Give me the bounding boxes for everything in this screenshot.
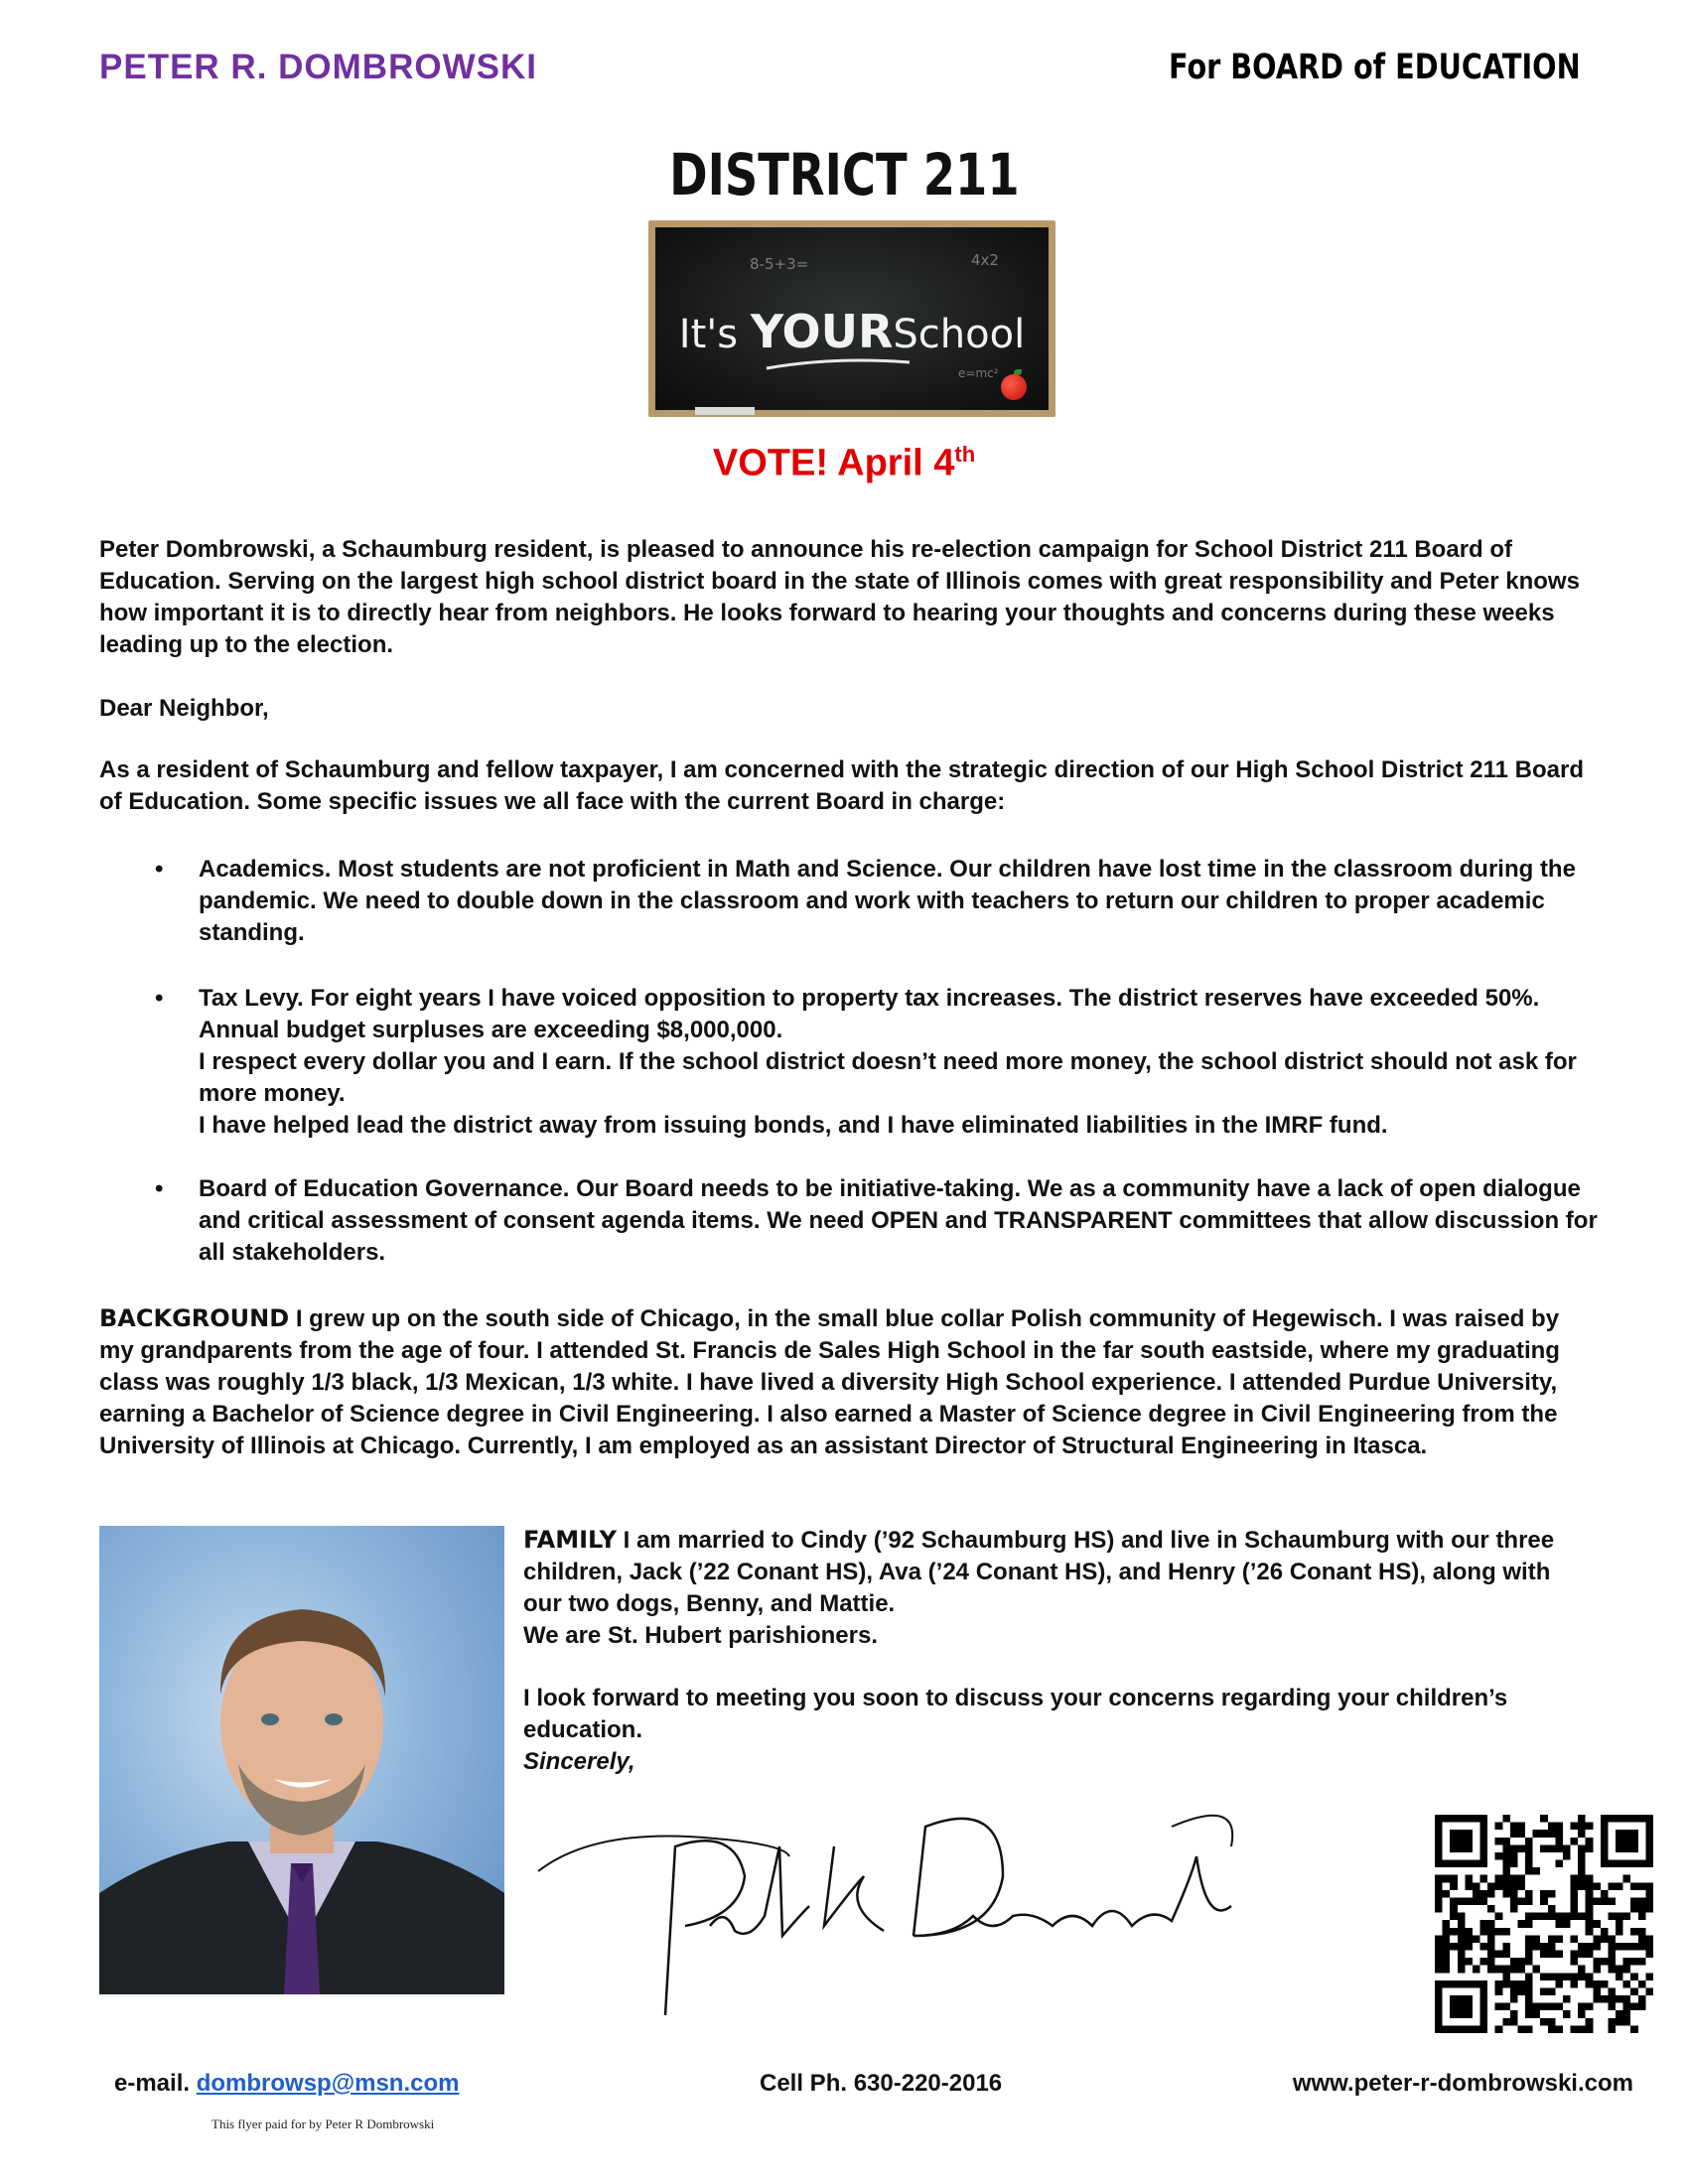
bullet-line: Academics. Most students are not proficient in Math and Science. Our children have lost time in the classroom during the pandemic. We need to double down in the classroom and work with teachers to return our children to proper academic standing.: [199, 856, 1576, 946]
district-heading-text: DISTRICT 211: [668, 141, 1020, 208]
office-title: For BOARD of EDUCATION: [1169, 48, 1581, 87]
vote-superscript: th: [954, 442, 976, 467]
chalk-underline: [765, 354, 914, 374]
closing-paragraph: I look forward to meeting you soon to discuss your concerns regarding your children’s education.: [523, 1685, 1508, 1743]
qr-code[interactable]: [1435, 1815, 1653, 2033]
footer-email-block: [114, 2070, 459, 2098]
bullet-line: I have helped lead the district away from issuing bonds, and I have eliminated liabilities in the IMRF fund.: [199, 1112, 1388, 1139]
apple-icon: [1001, 374, 1027, 400]
family-label: FAMILY: [523, 1526, 617, 1554]
footer-email-label: e-mail.: [114, 2070, 191, 2097]
district-heading: [0, 141, 1688, 208]
bullet-dot: •: [155, 985, 164, 1012]
bullet-line: Board of Education Governance. Our Board needs to be initiative-taking. We as a community have a lack of open dialogue and critical assessment of consent agenda items. We need OPEN and TRANSPARENT committees that allow discussion for all stakeholders.: [199, 1175, 1598, 1266]
bullet-dot: •: [155, 856, 164, 883]
bullet-text: [199, 983, 1609, 1142]
email-link[interactable]: dombrowsp@msn.com: [196, 2070, 460, 2097]
concern-paragraph: As a resident of Schaumburg and fellow taxpayer, I am concerned with the strategic direction of our High School District 211 Board of Education. Some specific issues we all face with the current Board in charge:: [99, 756, 1584, 815]
candidate-photo: [99, 1526, 504, 1994]
bullet-text: [199, 1173, 1609, 1269]
background-paragraph: [99, 1302, 1599, 1462]
family-parish: We are St. Hubert parishioners.: [523, 1622, 878, 1649]
intro-paragraph: Peter Dombrowski, a Schaumburg resident, is pleased to announce his re-election campaign for School District 211 Board of Education. Serving on the largest high school district board in the state of Illinois comes with great responsibility and Peter knows how important it is to directly hear from neighbors. He looks forward to hearing your thoughts and concerns during these weeks leading up to the election.: [99, 536, 1580, 658]
family-paragraph: [523, 1524, 1566, 1652]
paid-for-disclaimer: This flyer paid for by Peter R Dombrowski: [211, 2116, 435, 2131]
slogan-suffix: School: [893, 312, 1026, 357]
chalkboard-surface: [655, 227, 1049, 410]
background-text: I grew up on the south side of Chicago, in the small blue collar Polish community of Hegewisch. I was raised by my grandparents from the age of four. I attended St. Francis de Sales High School in the far south eastside, where my graduating class was roughly 1/3 black, 1/3 Mexican, 1/3 white. I have lived a diversity High School experience. I attended Purdue University, earning a Bachelor of Science degree in Civil Engineering. I also earned a Master of Science degree in Civil Engineering from the University of Illinois at Chicago. Currently, I am employed as an assistant Director of Structural Engineering in Itasca.: [99, 1305, 1560, 1459]
chalk-note-multiply: 4x2: [971, 251, 999, 269]
website-link[interactable]: www.peter-r-dombrowski.com: [1292, 2070, 1633, 2097]
vote-date: [0, 442, 1688, 485]
salutation: Dear Neighbor,: [99, 695, 269, 722]
chalk-note-equation: 8-5+3=: [750, 255, 809, 273]
chalkboard-image: [648, 220, 1055, 417]
background-label: BACKGROUND: [99, 1304, 290, 1332]
candidate-name: PETER R. DOMBROWSKI: [99, 48, 537, 86]
chalk-note-emc2: e=mc²: [958, 366, 999, 380]
bullet-line: Tax Levy. For eight years I have voiced opposition to property tax increases. The district reserves have exceeded 50%. Annual budget surpluses are exceeding $8,000,000.: [199, 985, 1540, 1043]
chalkboard-slogan: [655, 305, 1049, 358]
handwritten-signature: [536, 1787, 1251, 2015]
sign-off: Sincerely,: [523, 1748, 635, 1775]
family-text: I am married to Cindy (’92 Schaumburg HS) and live in Schaumburg with our three children, Jack (’22 Conant HS), Ava (’24 Conant HS), and Henry (’26 Conant HS), along with our two dogs, Benny, and Mattie.: [523, 1527, 1555, 1617]
bullet-line: I respect every dollar you and I earn. If the school district doesn’t need more money, the school district should not ask for more money.: [199, 1048, 1577, 1107]
footer-cell-phone: Cell Ph. 630-220-2016: [760, 2070, 1003, 2097]
candidate-portrait: [99, 1526, 504, 1994]
bullet-dot: •: [155, 1175, 164, 1202]
vote-text: VOTE! April 4: [712, 442, 955, 484]
slogan-emphasis: YOUR: [750, 305, 894, 358]
chalk-eraser: [695, 407, 755, 415]
slogan-prefix: It's: [678, 312, 739, 357]
bullet-text: [199, 854, 1609, 949]
